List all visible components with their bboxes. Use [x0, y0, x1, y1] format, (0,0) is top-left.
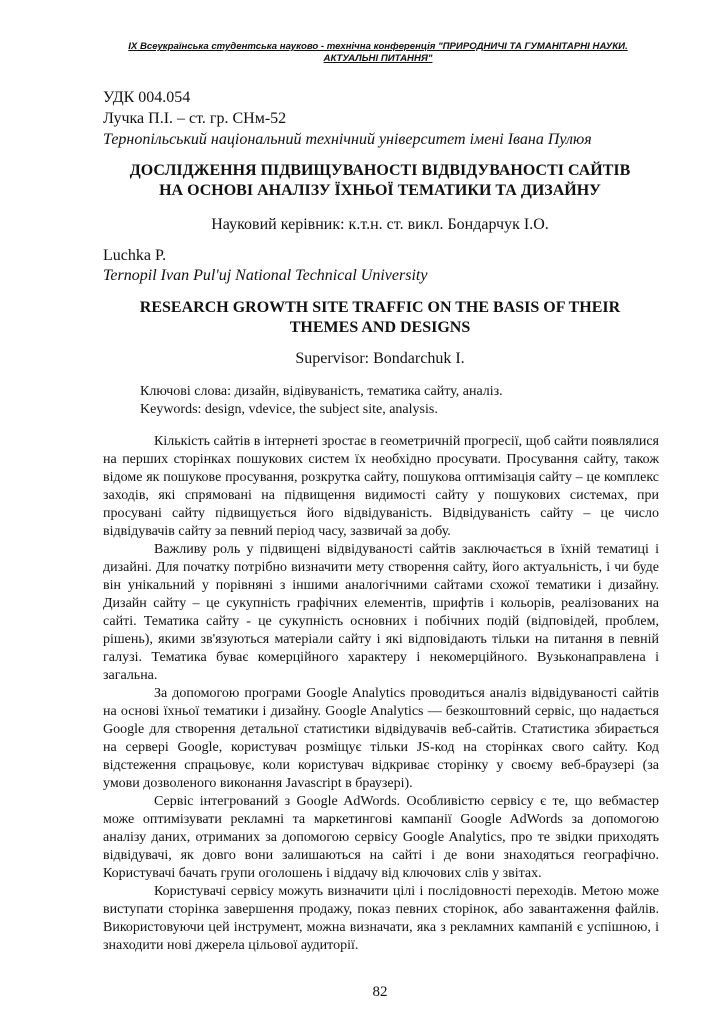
keywords-ua: Ключові слова: дизайн, відівуваність, тематика сайту, аналіз. [140, 384, 503, 399]
affiliation-en: Ternopil Ivan Pul'uj National Technical University [103, 267, 428, 284]
title-ua [100, 161, 660, 201]
title-ua-line1: ДОСЛІДЖЕННЯ ПІДВИЩУВАНОСТІ ВІДВІДУВАНОСТІ САЙТІВ [129, 162, 631, 179]
paragraph: Сервіс інтегрований з Google AdWords. Особливістю сервісу є те, що вебмастер може оптимізувати рекламні та маркетингові кампанії Google AdWords за допомогою аналізу даних, отриманих за допомогою сервісу Google Analytics, про те звідки приходять відвідувачі, як довго вони залишаються на сайті і де вони знаходяться географічно. Користувачі бачать групи оголошень і віддачу від ключових слів у звітах. [103, 794, 659, 881]
conference-header-line1: IX Всеукраїнська студентська науково - технічна конференція "ПРИРОДНИЧІ ТА ГУМАНІТАРНІ НАУКИ. [128, 41, 628, 52]
paragraph: Кількість сайтів в інтернеті зростає в геометричній прогресії, щоб сайти появлялися на перших сторінках пошукових систем їх необхідно просувати. Просування сайту, також відоме як пошукове просування, розкрутка сайту, пошукова оптимізація сайту – це комплекс заходів, які спрямовані на підвищення видимості сайту у пошукових системах, при просувані сайту підвищується його відвідуваність. Відвідуваність сайту – це число відвідувачів сайту за певний період часу, зазвичай за добу. [103, 434, 659, 539]
paragraph: Користувачі сервісу можуть визначити цілі і послідовності переходів. Метою може виступати сторінка завершення продажу, показ певних сторінок, або завантаження файлів. Використовуючи цей інструмент, можна визначати, яка з рекламних кампаній є успішною, і знаходити нові джерела цільової аудиторії. [103, 884, 659, 953]
body-text [103, 433, 659, 955]
title-en-line2: THEMES AND DESIGNS [289, 319, 471, 336]
conference-header-line2: АКТУАЛЬНІ ПИТАННЯ" [323, 52, 433, 64]
title-en-line1: RESEARCH GROWTH SITE TRAFFIC ON THE BASIS OF THEIR [139, 299, 621, 316]
author-en: Luchka P. [103, 247, 167, 264]
page-number: 82 [372, 984, 388, 1000]
author-ua: Лучка П.І. – ст. гр. СНм-52 [103, 110, 287, 127]
supervisor-en: Supervisor: Bondarchuk I. [295, 350, 465, 367]
paragraph: За допомогою програми Google Analytics проводиться аналіз відвідуваності сайтів на основі їхньої тематики і дизайну. Google Analytics — безкоштовний сервіс, що надається Google для створення детальної статистики відвідувачів веб-сайтів. Статистика збирається на сервері Google, користувач розміщує тільки JS-код на сторінках свого сайту. Код відстеження спрацьовує, коли користувач відкриває сторінку у своєму веб-браузері (за умови дозволеного виконання Javascript в браузері). [103, 686, 659, 791]
conference-header [100, 41, 656, 64]
affiliation-ua: Тернопільський національний технічний університет імені Івана Пулюя [103, 131, 592, 148]
title-en [100, 298, 660, 338]
keywords-en: Keywords: design, vdevice, the subject site, analysis. [140, 402, 438, 417]
paragraph: Важливу роль у підвищені відвідуваності сайтів заключається в їхній тематиці і дизайні. Для початку потрібно визначити мету створення сайту, його актуальність, і чи буде він унікальний у порівняні з іншими аналогічними сайтами схожої тематики і дизайну. Дизайн сайту – це сукупність графічних елементів, шрифтів і кольорів, реалізованих на сайті. Тематика сайту - це сукупність основних і побічних подій (відповідей, проблем, рішень), якими зв'язуються матеріали сайту і які відповідають тільки на питання в певній галузі. Тематика буває комерційного характеру і некомерційного. Вузьконаправлена і загальна. [103, 542, 659, 683]
supervisor-ua: Науковий керівник: к.т.н. ст. викл. Бондарчук І.О. [211, 216, 549, 233]
title-ua-line2: НА ОСНОВІ АНАЛІЗУ ЇХНЬОЇ ТЕМАТИКИ ТА ДИЗАЙНУ [159, 182, 601, 199]
udk-code: УДК 004.054 [103, 89, 191, 106]
